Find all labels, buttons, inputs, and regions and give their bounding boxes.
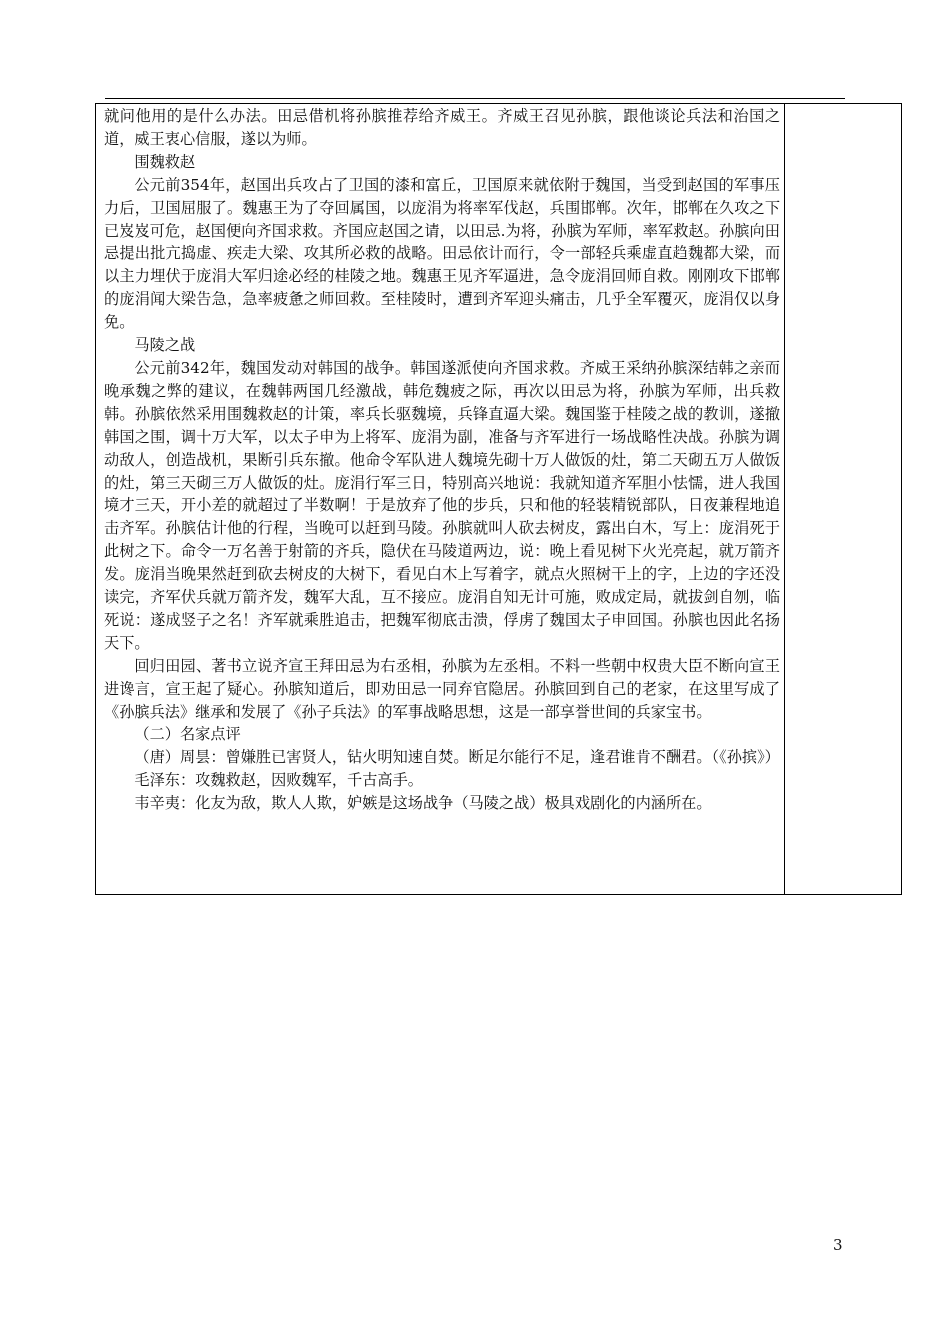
page-number: 3	[833, 1236, 843, 1254]
header-rule	[105, 98, 845, 99]
comment-wei-xinyi: 韦辛夷：化友为敌，欺人人欺，妒嫉是这场战争（马陵之战）极具戏剧化的内涵所在。	[134, 794, 712, 813]
paragraph-retirement: 回归田园、著书立说齐宣王拜田忌为右丞相，孙膑为左丞相。不料一些朝中权贵大臣不断向宣王进谗言，宣王起了疑心。孙膑知道后，即劝田忌一同弃官隐居。孙膑回到自己的老家，在这里写成了《孙膑兵法》继承和发展了《孙子兵法》的军事战略思想，这是一部享誉世间的兵家宝书。	[104, 656, 780, 721]
column-divider	[784, 104, 785, 894]
heading-maling-battle: 马陵之战	[134, 336, 196, 355]
paragraph-intro: 就问他用的是什么办法。田忌借机将孙膑推荐给齐威王。齐威王召见孙膑，跟他谈论兵法和治国之道，威王衷心信服，遂以为师。	[104, 107, 780, 148]
notes-cell	[786, 104, 901, 894]
paragraph-weiwei-jiuzhao: 公元前354年，赵国出兵攻占了卫国的漆和富丘，卫国原来就依附于魏国，当受到赵国的军事压力后，卫国屈服了。魏惠王为了夺回属国，以庞涓为将率军伐赵，兵围邯郸。次年，邯郸在久攻之下已岌岌可危，赵国便向齐国求救。齐国应赵国之请，以田忌.为将，孙膑为军师，率军救赵。孙膑向田忌提出批亢捣虚、疾走大梁、攻其所必救的战略。田忌依计而行，令一部轻兵乘虚直趋魏都大梁，而以主力埋伏于庞涓大军归途必经的桂陵之地。魏惠王见齐军逼进，急令庞涓回师自救。刚刚攻下邯郸的庞涓闻大梁告急，急率疲惫之师回救。至桂陵时，遭到齐军迎头痛击，几乎全军覆灭，庞涓仅以身免。	[104, 175, 780, 332]
paragraph-maling-battle: 公元前342年，魏国发动对韩国的战争。韩国遂派使向齐国求救。齐威王采纳孙膑深结韩之亲而晚承魏之弊的建议，在魏韩两国几经激战，韩危魏疲之际，再次以田忌为将，孙膑为军师，出兵救韩。孙膑依然采用围魏救赵的计策，率兵长驱魏境，兵锋直逼大梁。魏国鉴于桂陵之战的教训，遂撤韩国之围，调十万大军，以太子申为上将军、庞涓为副，准备与齐军进行一场战略性决战。孙膑为调动敌人，创造战机，果断引兵东撤。他命令军队进人魏境先砌十万人做饭的灶，第二天砌五万人做饭的灶，第三天砌三万人做饭的灶。庞涓行军三日，特别高兴地说：我就知道齐军胆小怯懦，进人我国境才三天，开小差的就超过了半数啊！于是放弃了他的步兵，只和他的轻装精锐部队，日夜兼程地追击齐军。孙膑估计他的行程，当晚可以赶到马陵。孙膑就叫人砍去树皮，露出白木，写上：庞涓死于此树之下。命令一万名善于射箭的齐兵，隐伏在马陵道两边，说：晚上看见树下火光亮起，就万箭齐发。庞涓当晚果然赶到砍去树皮的大树下，看见白木上写着字，就点火照树干上的字，上边的字还没读完，齐军伏兵就万箭齐发，魏军大乱，互不接应。庞涓自知无计可施，败成定局，就拔剑自刎，临死说：遂成竖子之名！齐军就乘胜追击，把魏军彻底击溃，俘虏了魏国太子申回国。孙膑也因此名扬天下。	[104, 358, 780, 652]
comment-zhou-tan: （唐）周昙：曾嫌胜已害贤人，钻火明知速自焚。断足尔能行不足，逢君谁肯不酬君。（《孙摈》）	[134, 748, 780, 767]
main-text-cell	[104, 105, 780, 815]
heading-weiwei-jiuzhao: 围魏救赵	[134, 152, 196, 171]
comment-mao-zedong: 毛泽东：攻魏救赵，因败魏军，千古高手。	[134, 771, 423, 790]
content-table	[95, 103, 902, 895]
heading-famous-comments: （二）名家点评	[134, 725, 241, 744]
